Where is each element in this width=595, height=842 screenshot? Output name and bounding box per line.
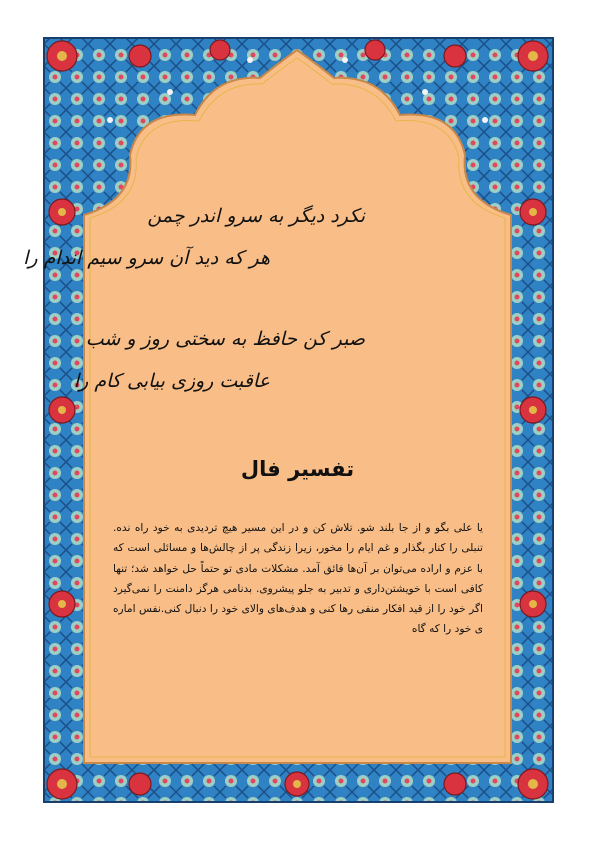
interpretation-body: یا علی بگو و از جا بلند شو. تلاش کن و در این مسیر هیچ تردیدی به خود راه نده. تنبلی را کنار بگذار و غم ایام را مخور، زیرا زندگی پر از چالش‌ها و مسائلی است که با عزم و اراده می‌توان بر آن‌ها فائق آمد. مشکلات مادی تو حتماً حل خواهد شد؛ تنها کافی است با خویشتن‌داری و تدبیر به جلو پیشروی. بدنامی هرگز دامنت را نمی‌گیرد اگر خود را از قید افکار منفی رها کنی و هدف‌های والای خود را دنبال کنی.نفس اماره ی خود را که گاه [113,522,483,636]
poem-line-3: صبر کن حافظ به سختی روز و شب [85,328,365,350]
poem-line-4: عاقبت روزی بیابی کام را [73,370,270,392]
poem-line-2: هر که دید آن سرو سیم اندام را [23,247,270,269]
parchment-panel [84,50,511,763]
interpretation-title: تفسیر فال [240,457,355,481]
poem-line-1: نکرد دیگر به سرو اندر چمن [147,205,365,227]
